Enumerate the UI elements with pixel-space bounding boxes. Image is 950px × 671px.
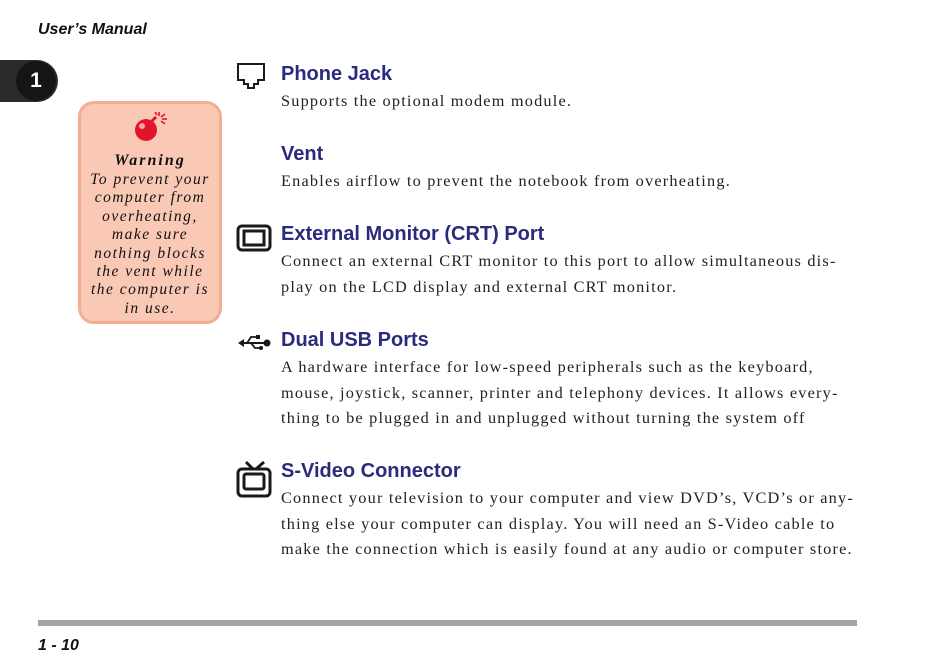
section-title: External Monitor (CRT) Port (281, 223, 545, 245)
section-title: Dual USB Ports (281, 329, 429, 351)
section-title: Phone Jack (281, 63, 393, 85)
section-body (281, 248, 861, 299)
body-line: make the connection which is easily found at any audio or computer store. (281, 539, 853, 558)
body-line: Supports the optional modem module. (281, 91, 573, 110)
section-title: S-Video Connector (281, 460, 461, 482)
warning-line: nothing blocks (94, 244, 206, 262)
manual-title: User’s Manual (38, 21, 147, 38)
warning-line: computer from (94, 189, 206, 207)
section-external-monitor (232, 222, 872, 299)
warning-line: the computer is (90, 281, 210, 299)
phone-jack-icon (236, 62, 266, 90)
chapter-number: 1 (16, 61, 56, 101)
tv-icon (236, 459, 272, 499)
warning-line: make sure (111, 226, 189, 244)
warning-text (85, 171, 215, 318)
section-body (281, 354, 861, 431)
section-title: Vent (281, 143, 324, 165)
section-s-video (232, 459, 872, 562)
warning-line: overheating, (102, 207, 198, 225)
warning-callout (78, 101, 222, 324)
body-line: play on the LCD display and external CRT monitor. (281, 276, 678, 296)
usb-icon (236, 328, 272, 352)
section-body (281, 168, 861, 194)
warning-title: Warning (114, 152, 186, 169)
warning-line: the vent while (96, 263, 204, 281)
body-line: Connect your television to your computer and view DVD’s, VCD’s or any- (281, 488, 854, 507)
body-line: mouse, joystick, scanner, printer and telephony devices. It allows every- (281, 382, 839, 402)
section-phone-jack (232, 62, 872, 114)
body-line: A hardware interface for low-speed peripherals such as the keyboard, (281, 357, 814, 376)
page-number: 1 - 10 (38, 637, 79, 654)
bomb-icon (132, 112, 168, 144)
body-line: thing else your computer can display. You will need an S-Video cable to (281, 513, 836, 533)
body-line: thing to be plugged in and unplugged without turning the system off (281, 408, 806, 427)
warning-line: in use. (124, 299, 176, 317)
section-body (281, 485, 861, 562)
warning-line: To prevent your (90, 171, 210, 188)
monitor-port-icon (236, 222, 272, 252)
section-vent (232, 142, 872, 194)
footer-divider (38, 620, 857, 626)
body-line: Enables airflow to prevent the notebook from overheating. (281, 171, 731, 190)
section-usb-ports (232, 328, 872, 431)
section-body (281, 88, 861, 114)
body-line: Connect an external CRT monitor to this port to allow simultaneous dis- (281, 251, 837, 270)
